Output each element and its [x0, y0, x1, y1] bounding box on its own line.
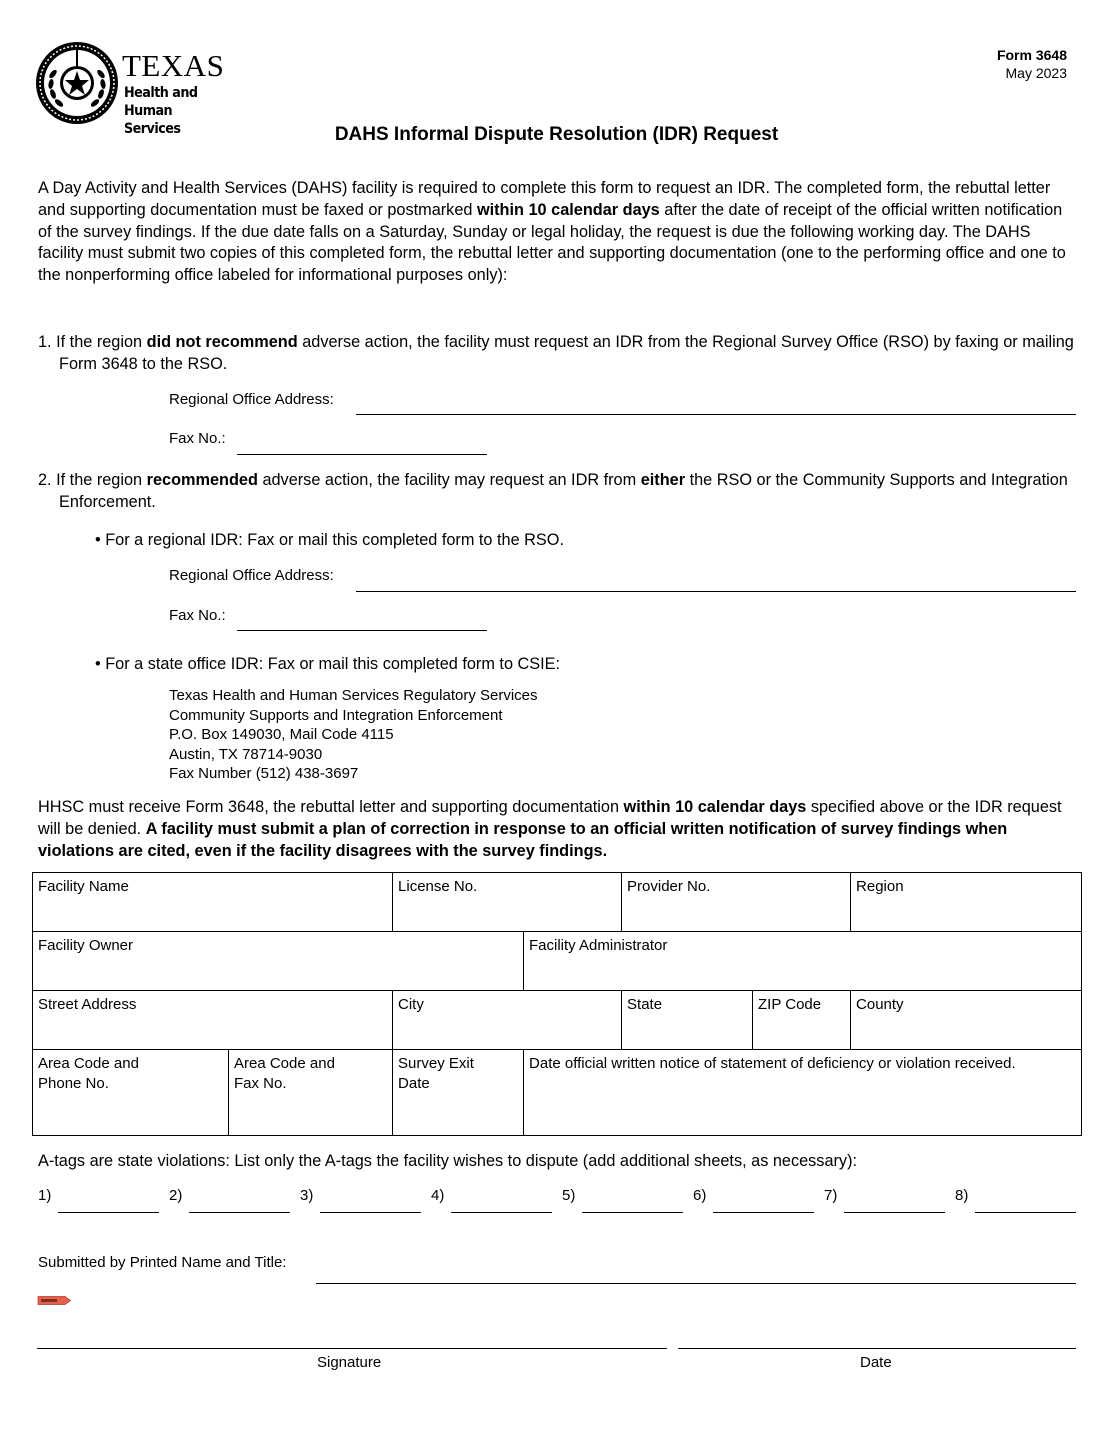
survey-exit-label-line2: Date [398, 1075, 430, 1092]
atags-instructions: A-tags are state violations: List only the A-tags the facility wishes to dispute (add additional sheets, as necessary): [38, 1152, 858, 1170]
facility-administrator-field[interactable] [524, 932, 1082, 991]
item2-fax-label: Fax No.: [169, 607, 226, 624]
notice-text-1: HHSC must receive Form 3648, the rebuttal letter and supporting documentation [38, 798, 624, 816]
intro-text-1: A Day Activity and Health Services (DAHS) facility is required to complete this form to request an IDR. The completed form, the rebuttal letter and supporting documentation must be faxed or postmarked [38, 179, 1051, 219]
signature-field[interactable] [37, 1348, 667, 1349]
notice-bold-deadline: within 10 calendar days [623, 798, 807, 816]
atag-input-field[interactable] [189, 1212, 290, 1213]
texas-hhs-logo [34, 40, 254, 137]
provider-no-field[interactable] [622, 873, 851, 932]
state-field[interactable] [622, 991, 753, 1050]
facility-info-table [32, 872, 1082, 1136]
logo-wordmark: TEXAS [122, 48, 225, 83]
atag-input-field[interactable] [975, 1212, 1076, 1213]
csie-address [169, 686, 538, 784]
logo-subtitle-line1: Health and Human [124, 85, 198, 119]
facility-name-label: Facility Name [38, 878, 129, 895]
date-label: Date [860, 1354, 892, 1371]
phone-label-line2: Phone No. [38, 1075, 109, 1092]
item2-prefix: 2. If the region [38, 471, 147, 489]
intro-bold-deadline: within 10 calendar days [476, 200, 660, 219]
csie-address-line: P.O. Box 149030, Mail Code 4115 [169, 726, 394, 744]
intro-paragraph [38, 178, 1073, 287]
item2-bold-recommended: recommended [146, 471, 258, 489]
page-title: DAHS Informal Dispute Resolution (IDR) Request [334, 124, 779, 145]
regional-idr-bullet: • For a regional IDR: Fax or mail this completed form to the RSO. [95, 531, 564, 549]
atag-number-label: 7) [824, 1187, 838, 1204]
item1-prefix: 1. If the region [38, 333, 147, 351]
facility-owner-field[interactable] [33, 932, 524, 991]
submitted-by-label: Submitted by Printed Name and Title: [38, 1254, 287, 1271]
date-field[interactable] [678, 1348, 1076, 1349]
region-label: Region [856, 878, 904, 895]
submitted-by-field[interactable] [316, 1283, 1076, 1284]
atag-input-field[interactable] [451, 1212, 552, 1213]
item2-fax-field[interactable] [237, 630, 487, 631]
zip-code-field[interactable] [753, 991, 851, 1050]
notice-received-date-field[interactable] [524, 1050, 1082, 1136]
item1-rest: adverse action, the facility must request an IDR from the Regional Survey Office (RSO) by faxing or mailing Form 3648 to the RSO. [59, 333, 1074, 373]
atag-number-label: 8) [955, 1187, 969, 1204]
license-no-label: License No. [398, 878, 478, 895]
state-label: State [627, 996, 663, 1013]
atag-input-field[interactable] [713, 1212, 814, 1213]
instruction-item-1 [38, 332, 1078, 376]
state-idr-bullet: • For a state office IDR: Fax or mail this completed form to CSIE: [95, 655, 561, 673]
county-field[interactable] [851, 991, 1082, 1050]
atag-input-field[interactable] [58, 1212, 159, 1213]
notice-text-2: specified above or the IDR request will be denied. [38, 798, 1062, 838]
csie-address-line: Texas Health and Human Services Regulatory Services [169, 687, 538, 704]
atag-input-field[interactable] [844, 1212, 945, 1213]
atag-number-label: 4) [431, 1187, 445, 1204]
facility-name-field[interactable] [33, 873, 393, 932]
notice-bold-plan: A facility must submit a plan of correction in response to an official written notification of survey findings when violations are cited, even if the facility disagrees with the survey findings. [38, 819, 1008, 860]
item1-address-field[interactable] [356, 414, 1076, 415]
csie-address-line: Community Supports and Integration Enforcement [169, 706, 503, 724]
intro-text-2: after the date of receipt of the official written notification of the survey findings. If the due date falls on a Saturday, Sunday or legal holiday, the request is due the following working day. The DAHS facility must submit two copies of this completed form, the rebuttal letter and supporting documentation (one to the performing office and one to the nonperforming office labeled for informational purposes only): [38, 200, 1066, 285]
signature-label: Signature [317, 1354, 382, 1371]
sign-here-flag-icon [37, 1296, 71, 1305]
atag-input-field[interactable] [582, 1212, 683, 1213]
fax-label-line1: Area Code and [234, 1055, 335, 1072]
atag-number-label: 6) [693, 1187, 707, 1204]
atag-number-label: 5) [562, 1187, 576, 1204]
csie-address-line: Austin, TX 78714-9030 [169, 745, 323, 763]
city-field[interactable] [393, 991, 622, 1050]
item2-mid: adverse action, the facility may request an IDR from [257, 471, 641, 489]
fax-label-line2: Fax No. [234, 1075, 287, 1092]
zip-code-label: ZIP Code [758, 996, 822, 1013]
item2-bold-either: either [640, 471, 686, 489]
license-no-field[interactable] [393, 873, 622, 932]
atag-number-label: 2) [169, 1187, 183, 1204]
atag-number-label: 3) [300, 1187, 314, 1204]
logo-subtitle-line2: Services [124, 121, 181, 137]
provider-no-label: Provider No. [627, 878, 711, 895]
form-date: May 2023 [1005, 65, 1067, 81]
notice-received-date-label: Date official written notice of statement of deficiency or violation received. [529, 1055, 1016, 1072]
instruction-item-2 [38, 470, 1078, 514]
street-address-field[interactable] [33, 991, 393, 1050]
item2-address-field[interactable] [356, 591, 1076, 592]
item2-rest: the RSO or the Community Supports and Integration Enforcement. [59, 471, 1068, 511]
item2-address-label: Regional Office Address: [169, 567, 334, 584]
phone-label-line1: Area Code and [38, 1055, 139, 1072]
atag-input-field[interactable] [320, 1212, 421, 1213]
survey-exit-date-field[interactable] [393, 1050, 524, 1136]
item1-fax-label: Fax No.: [169, 430, 226, 447]
form-number: Form 3648 [996, 47, 1067, 63]
item1-bold: did not recommend [146, 333, 298, 351]
facility-owner-label: Facility Owner [38, 937, 134, 954]
atag-number-label: 1) [38, 1187, 52, 1204]
street-address-label: Street Address [38, 996, 137, 1013]
item1-address-label: Regional Office Address: [169, 391, 334, 408]
fax-field[interactable] [229, 1050, 393, 1136]
survey-exit-label-line1: Survey Exit [398, 1055, 474, 1072]
notice-paragraph [38, 797, 1078, 862]
city-label: City [398, 996, 424, 1013]
facility-administrator-label: Facility Administrator [529, 937, 668, 954]
county-label: County [856, 996, 904, 1013]
region-field[interactable] [851, 873, 1082, 932]
csie-fax-number: Fax Number (512) 438-3697 [169, 765, 359, 783]
phone-field[interactable] [33, 1050, 229, 1136]
texas-seal-icon [34, 40, 120, 126]
item1-fax-field[interactable] [237, 454, 487, 455]
